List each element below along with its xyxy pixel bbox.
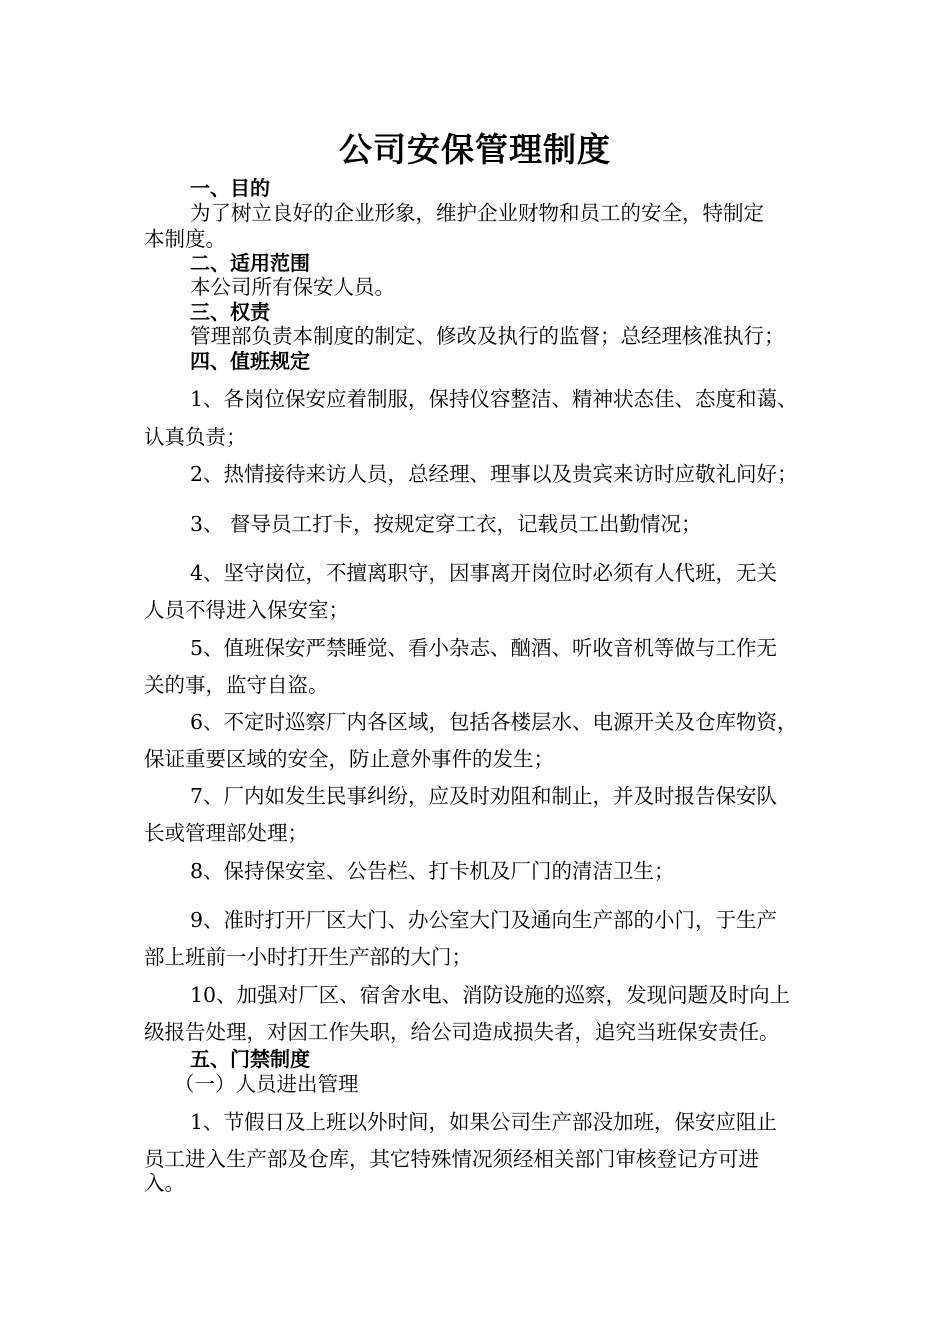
rule-item-line: 部上班前一小时打开生产部的大门；: [144, 945, 472, 969]
rule-item-line: 关的事，监守自盗。: [144, 673, 329, 697]
rule-item-line: 1、各岗位保安应着制服，保持仪容整洁、精神状态佳、态度和蔼、: [190, 387, 798, 411]
rule-item-line: 9、准时打开厂区大门、办公室大门及通向生产部的小门，于生产: [190, 908, 778, 932]
paragraph-line: 为了树立良好的企业形象，维护企业财物和员工的安全，特制定: [190, 201, 764, 225]
rule-item-line: 保证重要区域的安全，防止意外事件的发生；: [144, 747, 554, 771]
rule-item-line: 7、厂内如发生民事纠纷，应及时劝阻和制止，并及时报告保安队: [190, 784, 778, 808]
paragraph-line: 管理部负责本制度的制定、修改及执行的监督；总经理核准执行；: [190, 324, 785, 348]
rule-item-line: 入。: [144, 1171, 185, 1195]
section-heading-duty-rules: 四、值班规定: [190, 349, 310, 373]
rule-item-line: 长或管理部处理；: [144, 821, 308, 845]
rule-item-line: 8、保持保安室、公告栏、打卡机及厂门的清洁卫生；: [190, 859, 675, 883]
rule-item-line: 认真负责；: [144, 425, 247, 449]
subsection-heading: （一）人员进出管理: [174, 1072, 359, 1096]
rule-item-line: 6、不定时巡察厂内各区域，包括各楼层水、电源开关及仓库物资，: [190, 710, 798, 734]
rule-item-line: 3、 督导员工打卡，按规定穿工衣，记载员工出勤情况；: [190, 512, 702, 536]
rule-item-line: 10、加强对厂区、宿舍水电、消防设施的巡察，发现问题及时向上: [190, 983, 791, 1007]
rule-item-line: 4、坚守岗位，不擅离职守，因事离开岗位时必须有人代班，无关: [190, 561, 778, 585]
rule-item-line: 5、值班保安严禁睡觉、看小杂志、酗酒、听收音机等做与工作无: [190, 636, 778, 660]
document-title: 公司安保管理制度: [339, 130, 611, 169]
paragraph-line: 本制度。: [144, 227, 226, 251]
rule-item-line: 员工进入生产部及仓库，其它特殊情况须经相关部门审核登记方可进: [144, 1147, 759, 1171]
rule-item-line: 2、热情接待来访人员，总经理、理事以及贵宾来访时应敬礼问好；: [190, 462, 798, 486]
rule-item-line: 1、节假日及上班以外时间，如果公司生产部没加班，保安应阻止: [190, 1110, 778, 1134]
rule-item-line: 级报告处理，对因工作失职，给公司造成损失者，追究当班保安责任。: [144, 1020, 780, 1044]
section-heading-responsibility: 三、权责: [190, 300, 270, 324]
section-heading-scope: 二、适用范围: [190, 251, 310, 275]
paragraph-line: 本公司所有保安人员。: [190, 275, 395, 299]
rule-item-line: 人员不得进入保安室；: [144, 598, 349, 622]
section-heading-purpose: 一、目的: [190, 176, 270, 200]
section-heading-access-control: 五、门禁制度: [190, 1047, 310, 1071]
